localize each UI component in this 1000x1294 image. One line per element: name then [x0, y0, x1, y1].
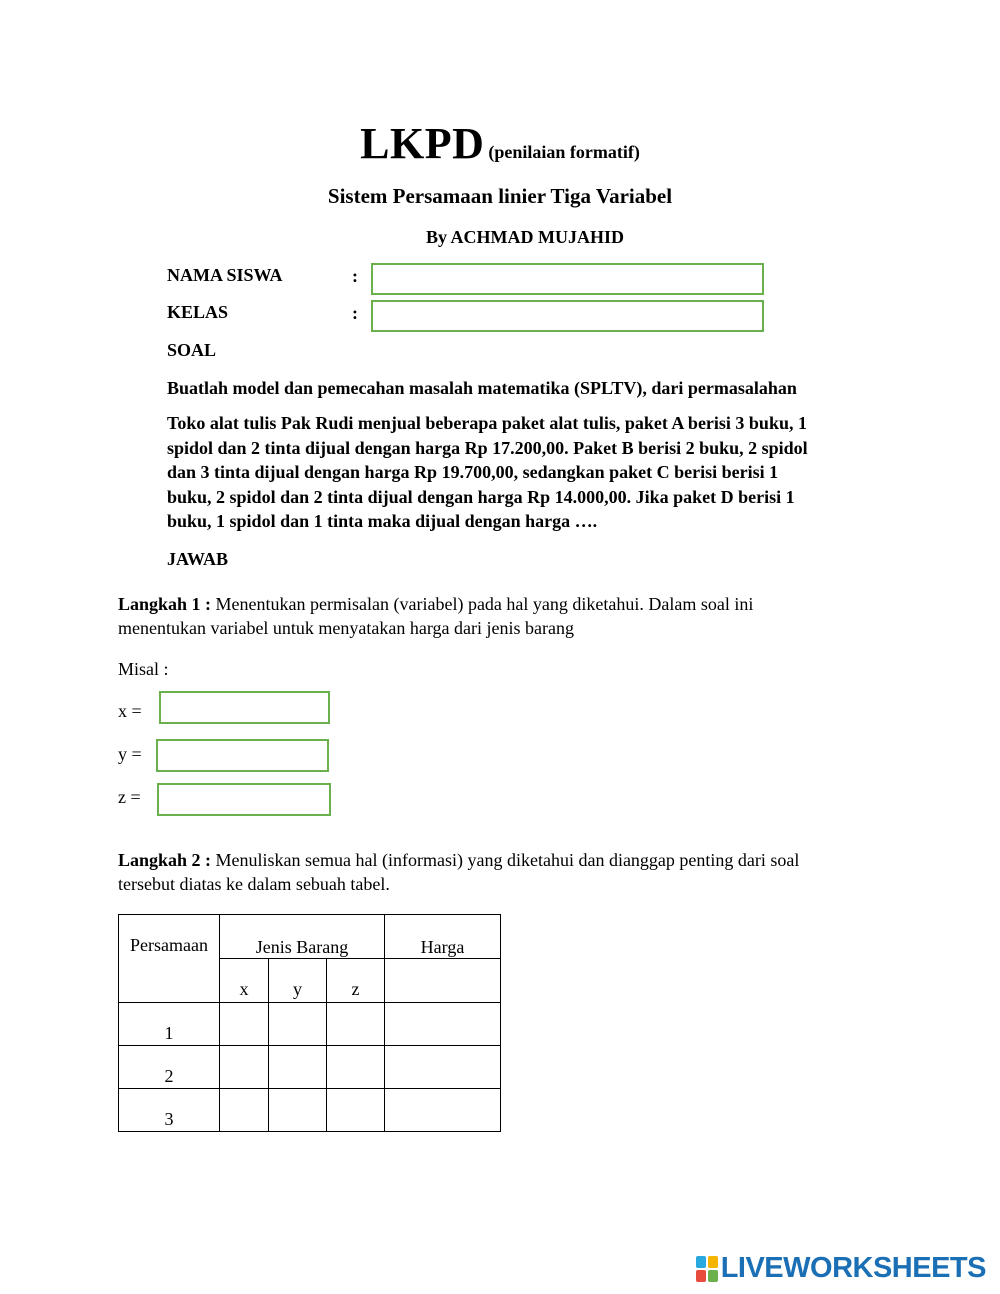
x-input[interactable] [159, 691, 330, 724]
logo-square-icon [696, 1256, 706, 1268]
problem-line: buku, 2 spidol dan 2 tinta dijual dengan harga Rp 14.000,00. Jika paket D berisi 1 [167, 486, 795, 507]
step2-text-2: tersebut diatas ke dalam sebuah tabel. [118, 874, 390, 894]
cell-y [269, 1046, 327, 1089]
nama-siswa-label: NAMA SISWA [167, 265, 283, 285]
misal-label: Misal : [118, 659, 169, 679]
worksheet-subtitle: Sistem Persamaan linier Tiga Variabel [327, 184, 673, 208]
nama-colon: : [352, 266, 358, 286]
step2-label: Langkah 2 : [118, 850, 212, 870]
logo-square-icon [708, 1256, 718, 1268]
y-input[interactable] [156, 739, 329, 772]
page-title: LKPD [360, 119, 485, 168]
kelas-label: KELAS [167, 302, 229, 322]
cell-harga [385, 1003, 501, 1046]
y-label: y = [118, 744, 142, 764]
x-label: x = [118, 701, 142, 721]
header-y: y [269, 959, 327, 1003]
cell-z [327, 1003, 385, 1046]
header-x: x [220, 959, 269, 1003]
header-harga-blank [385, 959, 501, 1003]
table-row [119, 1089, 501, 1132]
problem-line: spidol dan 2 tinta dijual dengan harga Rp 17.200,00. Paket B berisi 2 buku, 2 spidol [167, 437, 808, 458]
step1-block [118, 592, 878, 640]
title-line [0, 118, 1000, 169]
page-title-subtitle: (penilaian formatif) [488, 142, 640, 162]
info-table [118, 914, 501, 1132]
row-number: 1 [119, 1003, 220, 1046]
step2-text-1: Menuliskan semua hal (informasi) yang diketahui dan dianggap penting dari soal [211, 850, 800, 870]
header-z: z [327, 959, 385, 1003]
table-row [119, 1046, 501, 1089]
step1-label: Langkah 1 : [118, 594, 212, 614]
row-number: 2 [119, 1046, 220, 1089]
nama-siswa-input[interactable] [371, 263, 764, 295]
liveworksheets-logo-text: LIVEWORKSHEETS [720, 1252, 986, 1284]
problem-line: dan 3 tinta dijual dengan harga Rp 19.700,00, sedangkan paket C berisi berisi 1 [167, 462, 779, 482]
author-line: By ACHMAD MUJAHID [426, 227, 624, 247]
cell-y [269, 1003, 327, 1046]
z-label: z = [118, 787, 141, 807]
cell-x [220, 1003, 269, 1046]
logo-square-icon [696, 1270, 706, 1282]
soal-heading: SOAL [167, 340, 217, 360]
cell-z [327, 1089, 385, 1132]
jawab-heading: JAWAB [167, 549, 229, 569]
z-input[interactable] [157, 783, 331, 816]
soal-instruction: Buatlah model dan pemecahan masalah matematika (SPLTV), dari permasalahan [167, 378, 797, 398]
table-header-row [119, 915, 501, 959]
header-persamaan: Persamaan [119, 915, 220, 1003]
row-number: 3 [119, 1089, 220, 1132]
cell-x [220, 1046, 269, 1089]
liveworksheets-logo-icon [696, 1256, 718, 1282]
step1-text-1: Menentukan permisalan (variabel) pada hal yang diketahui. Dalam soal ini [211, 594, 754, 614]
cell-harga [385, 1089, 501, 1132]
problem-line: buku, 1 spidol dan 1 tinta maka dijual dengan harga …. [167, 511, 598, 531]
step2-line-1 [118, 848, 878, 872]
step2-block [118, 848, 878, 896]
kelas-input[interactable] [371, 300, 764, 332]
table-row [119, 1003, 501, 1046]
soal-problem [167, 411, 887, 534]
logo-square-icon [708, 1270, 718, 1282]
cell-harga [385, 1046, 501, 1089]
step1-text-2: menentukan variabel untuk menyatakan harga dari jenis barang [118, 618, 574, 638]
kelas-colon: : [352, 303, 358, 323]
step1-line-1 [118, 592, 878, 616]
cell-z [327, 1046, 385, 1089]
liveworksheets-logo [696, 1252, 986, 1285]
cell-x [220, 1089, 269, 1132]
cell-y [269, 1089, 327, 1132]
problem-line: Toko alat tulis Pak Rudi menjual beberapa paket alat tulis, paket A berisi 3 buku, 1 [167, 413, 807, 433]
header-harga: Harga [385, 915, 501, 959]
header-jenis-barang: Jenis Barang [220, 915, 385, 959]
